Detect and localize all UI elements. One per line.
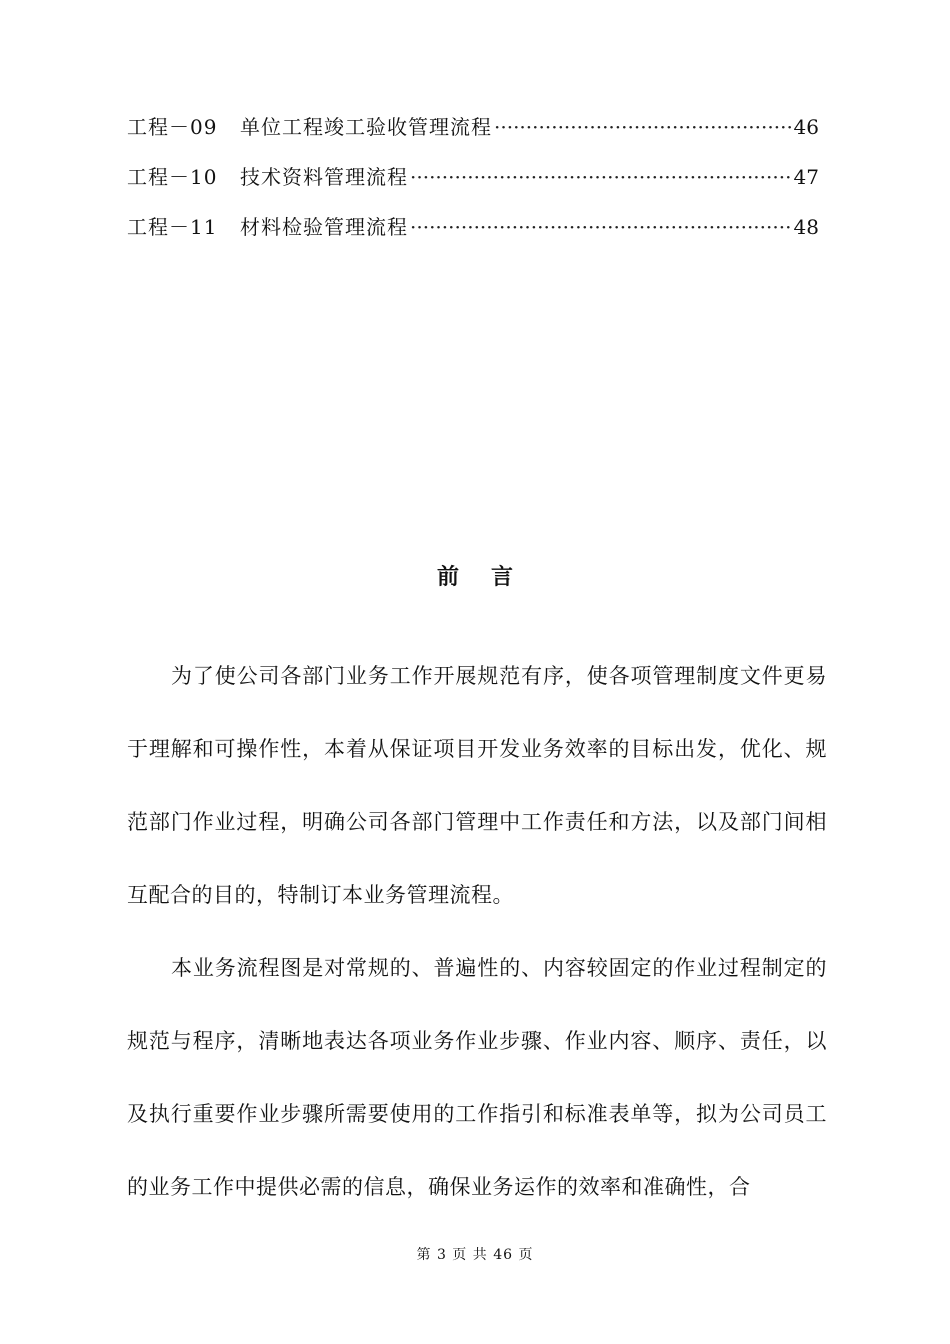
toc-entry[interactable] [127, 112, 819, 162]
preface-paragraph: 为了使公司各部门业务工作开展规范有序，使各项管理制度文件更易于理解和可操作性，本着从保证项目开发业务效率的目标出发，优化、规范部门作业过程，明确公司各部门管理中工作责任和方法，以及部门间相互配合的目的，特制订本业务管理流程。 [127, 664, 827, 907]
toc-leader-dots [494, 112, 792, 142]
toc-entry-code: 工程－09 [127, 115, 218, 139]
toc-leader-dots [410, 162, 792, 192]
toc-entry-page: 48 [793, 215, 819, 239]
toc-entry-code: 工程－10 [127, 165, 218, 189]
preface-body [127, 640, 827, 1224]
toc-entry-page: 47 [793, 165, 819, 189]
toc-entry[interactable] [127, 212, 819, 262]
toc-entry-title: 单位工程竣工验收管理流程 [240, 115, 492, 139]
toc-entry-page: 46 [793, 115, 819, 139]
preface-heading: 前言 [436, 565, 545, 590]
table-of-contents [127, 112, 819, 262]
toc-entry-code: 工程－11 [127, 215, 218, 239]
toc-leader-dots [410, 212, 792, 242]
preface-paragraph: 本业务流程图是对常规的、普遍性的、内容较固定的作业过程制定的规范与程序，清晰地表达各项业务作业步骤、作业内容、顺序、责任，以及执行重要作业步骤所需要使用的工作指引和标准表单等，拟为公司员工的业务工作中提供必需的信息，确保业务运作的效率和准确性，合 [127, 956, 827, 1199]
toc-entry[interactable] [127, 162, 819, 212]
toc-entry-title: 材料检验管理流程 [240, 215, 408, 239]
toc-entry-title: 技术资料管理流程 [240, 165, 408, 189]
page-number-footer: 第 3 页 共 46 页 [416, 1247, 534, 1263]
